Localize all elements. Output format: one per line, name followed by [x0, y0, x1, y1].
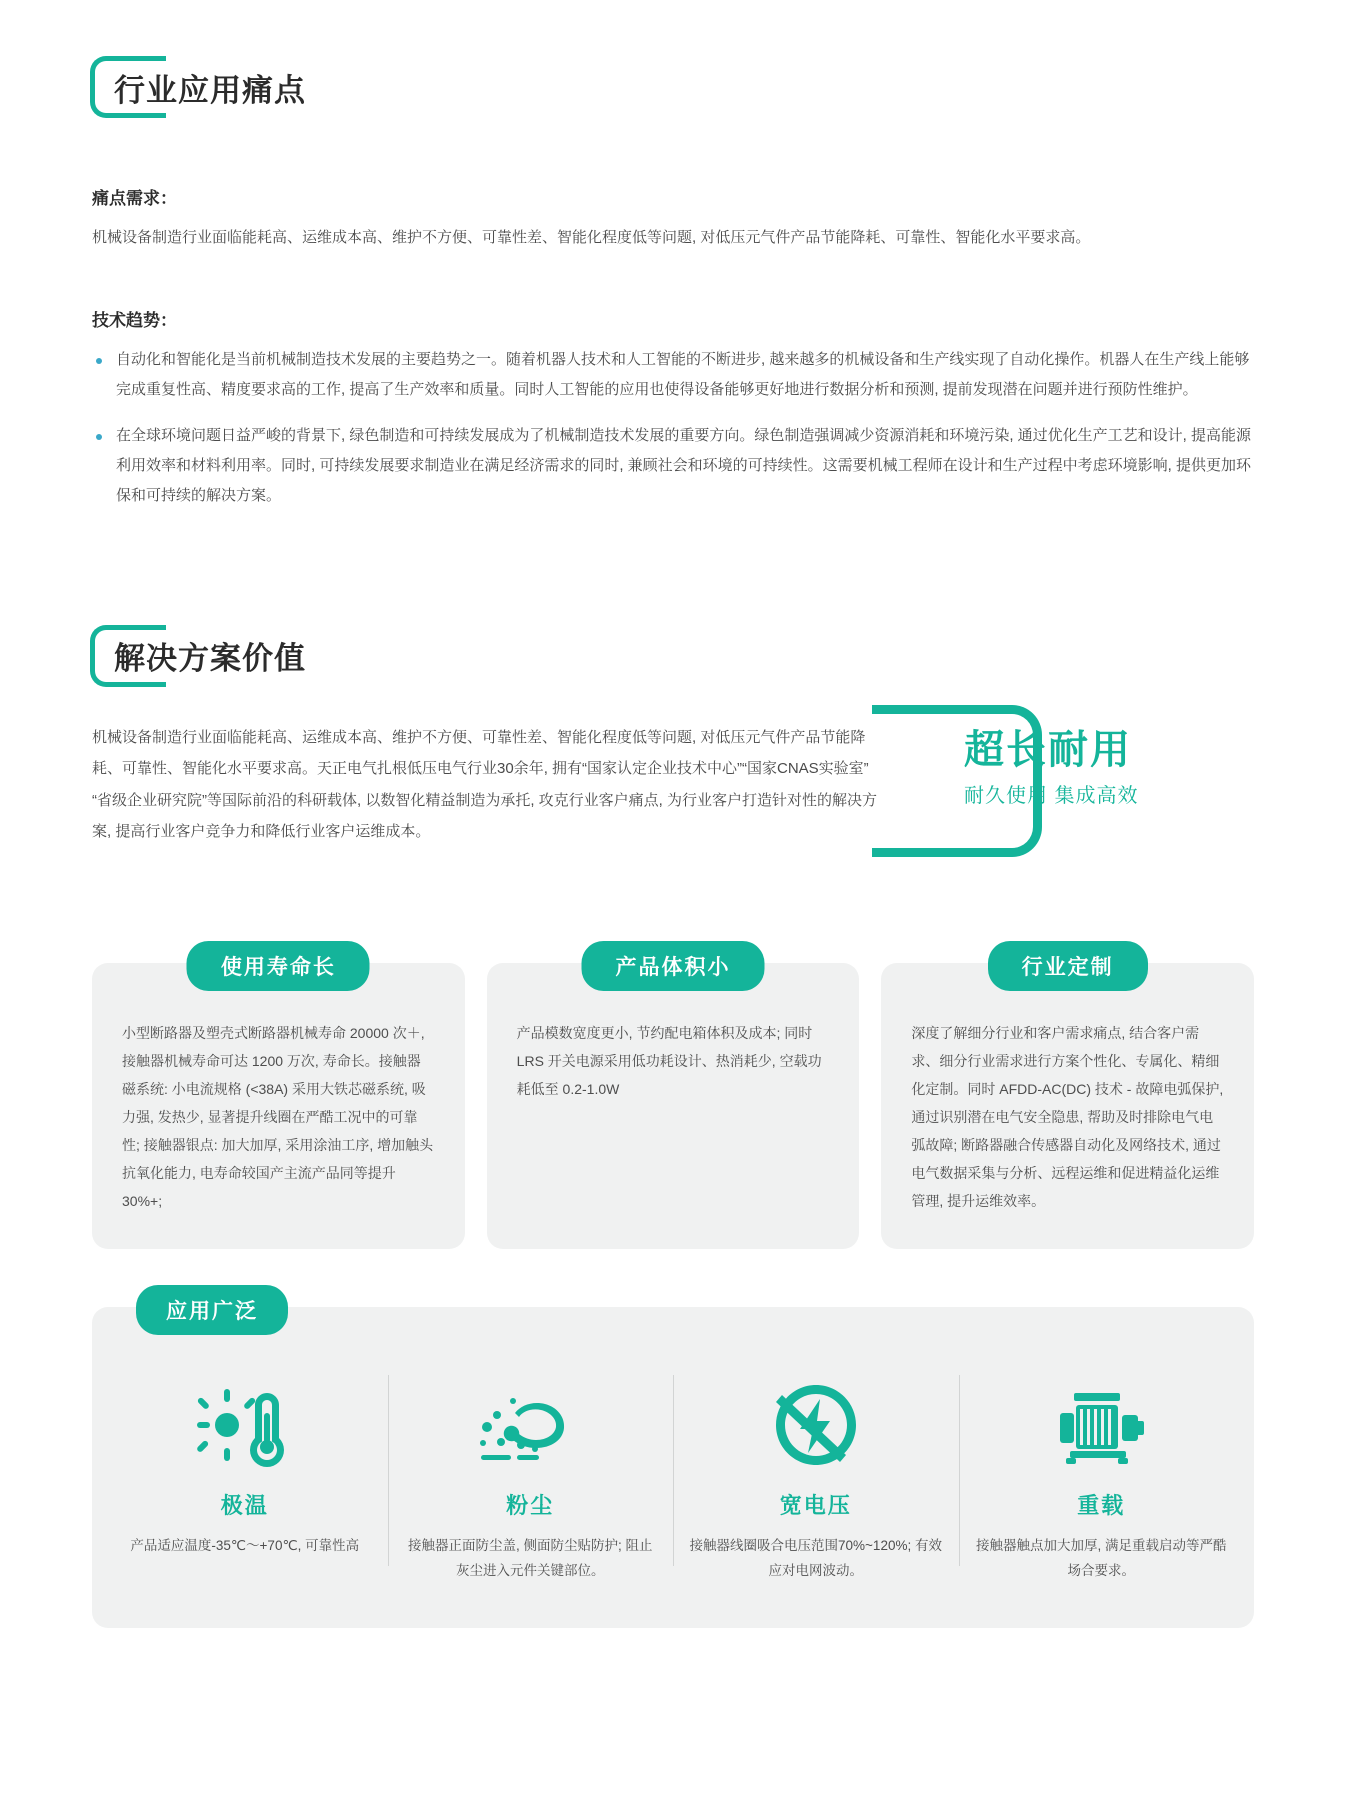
value-card-list	[0, 889, 1350, 1249]
value-intro-paragraph: 机械设备制造行业面临能耗高、运维成本高、维护不方便、可靠性差、智能化程度低等问题, 对低压元气件产品节能降耗、可靠性、智能化水平要求高。天正电气扎根低压电气行业30余年, 拥有“国家认定企业技术中心”“国家CNAS实验室”“省级企业研究院”等国际前沿的科研载体, 以数智化精益制造为承托, 攻克行业客户痛点, 为行业客户打造针对性的解决方案, 提高行业客户竞争力和降低行业客户运维成本。	[92, 728, 878, 841]
applications-panel	[92, 1299, 1254, 1628]
card-title-badge: 产品体积小	[582, 941, 765, 991]
application-desc: 产品适应温度-35℃～+70℃, 可靠性高	[130, 1537, 360, 1553]
value-card-customization	[881, 955, 1254, 1249]
application-item-extreme-temperature	[102, 1369, 388, 1584]
section-pain-header	[0, 44, 1350, 130]
list-item: 自动化和智能化是当前机械制造技术发展的主要趋势之一。随着机器人技术和人工智能的不断进步, 越来越多的机械设备和生产线实现了自动化操作。机器人在生产线上能够完成重复性高、精度要求高的工作, 提高了生产效率和质量。同时人工智能的应用也使得设备能够更好地进行数据分析和预测, 提前发现潜在问题并进行预防性维护。	[92, 345, 1254, 405]
motor-icon	[975, 1379, 1229, 1471]
durability-badge	[908, 699, 1254, 889]
application-title: 重载	[1077, 1492, 1126, 1518]
pain-need-heading: 痛点需求：	[92, 189, 177, 208]
card-title-badge: 行业定制	[988, 941, 1148, 991]
list-item: 在全球环境问题日益严峻的背景下, 绿色制造和可持续发展成为了机械制造技术发展的重要方向。绿色制造强调减少资源消耗和环境污染, 通过优化生产工艺和设计, 提高能源利用效率和材料利用率。同时, 可持续发展要求制造业在满足经济需求的同时, 兼顾社会和环境的可持续性。这需要机械工程师在设计和生产过程中考虑环境影响, 提供更加环保和可持续的解决方案。	[92, 421, 1254, 511]
temperature-sun-icon	[118, 1379, 372, 1471]
section-pain-points	[0, 0, 1350, 511]
voltage-bolt-icon	[689, 1379, 943, 1471]
application-desc: 接触器正面防尘盖, 侧面防尘贴防护; 阻止灰尘进入元件关键部位。	[407, 1537, 653, 1578]
application-item-dust	[388, 1369, 674, 1584]
applications-title-badge: 应用广泛	[136, 1285, 288, 1335]
application-item-wide-voltage	[673, 1369, 959, 1584]
value-card-lifespan	[92, 955, 465, 1249]
section-value-body	[0, 699, 1350, 889]
badge-text	[964, 727, 1139, 808]
application-title: 宽电压	[779, 1492, 852, 1518]
section-pain-title: 行业应用痛点	[114, 72, 306, 108]
section-value-header	[0, 613, 1350, 699]
card-title-badge: 使用寿命长	[187, 941, 370, 991]
card-body-text: 产品模数宽度更小, 节约配电箱体积及成本; 同时 LRS 开关电源采用低功耗设计、热消耗少, 空载功耗低至 0.2-1.0W	[516, 1024, 822, 1097]
application-desc: 接触器触点加大加厚, 满足重载启动等严酷场合要求。	[975, 1537, 1227, 1578]
badge-sub-label: 耐久使用 集成高效	[964, 784, 1139, 807]
page-bottom-spacer	[0, 1628, 1350, 1668]
tech-trend-heading: 技术趋势：	[92, 310, 177, 330]
section-pain-body	[0, 184, 1350, 511]
card-body-text: 小型断路器及塑壳式断路器机械寿命 20000 次＋, 接触器机械寿命可达 1200 万次, 寿命长。接触器磁系统: 小电流规格 (<38A) 采用大铁芯磁系统, 吸力强, 发热少, 显著提升线圈在严酷工况中的可靠性; 接触器银点: 加大加厚, 采用涂油工序, 增加触头抗氧化能力, 电寿命较国产主流产品同等提升 30%+;	[122, 1024, 434, 1209]
card-body-text: 深度了解细分行业和客户需求痛点, 结合客户需求、细分行业需求进行方案个性化、专属化、精细化定制。同时 AFDD-AC(DC) 技术 - 故障电弧保护, 通过识别潜在电气安全隐患, 帮助及时排除电气电弧故障; 断路器融合传感器自动化及网络技术, 通过电气数据采集与分析、远程运维和促进精益化运维管理, 提升运维效率。	[911, 1024, 1224, 1209]
application-title: 粉尘	[506, 1492, 555, 1518]
section-value-title: 解决方案价值	[114, 641, 306, 677]
dust-icon	[404, 1379, 658, 1471]
application-desc: 接触器线圈吸合电压范围70%~120%; 有效应对电网波动。	[689, 1537, 942, 1578]
badge-main-label: 超长耐用	[964, 727, 1132, 772]
applications-row	[102, 1369, 1244, 1584]
pain-need-paragraph: 机械设备制造行业面临能耗高、运维成本高、维护不方便、可靠性差、智能化程度低等问题, 对低压元气件产品节能降耗、可靠性、智能化水平要求高。	[92, 229, 1091, 246]
application-title: 极温	[220, 1492, 269, 1518]
application-item-heavy-load	[959, 1369, 1245, 1584]
section-solution-value	[0, 527, 1350, 1628]
value-card-compact	[487, 955, 860, 1249]
tech-trend-list	[92, 345, 1254, 511]
